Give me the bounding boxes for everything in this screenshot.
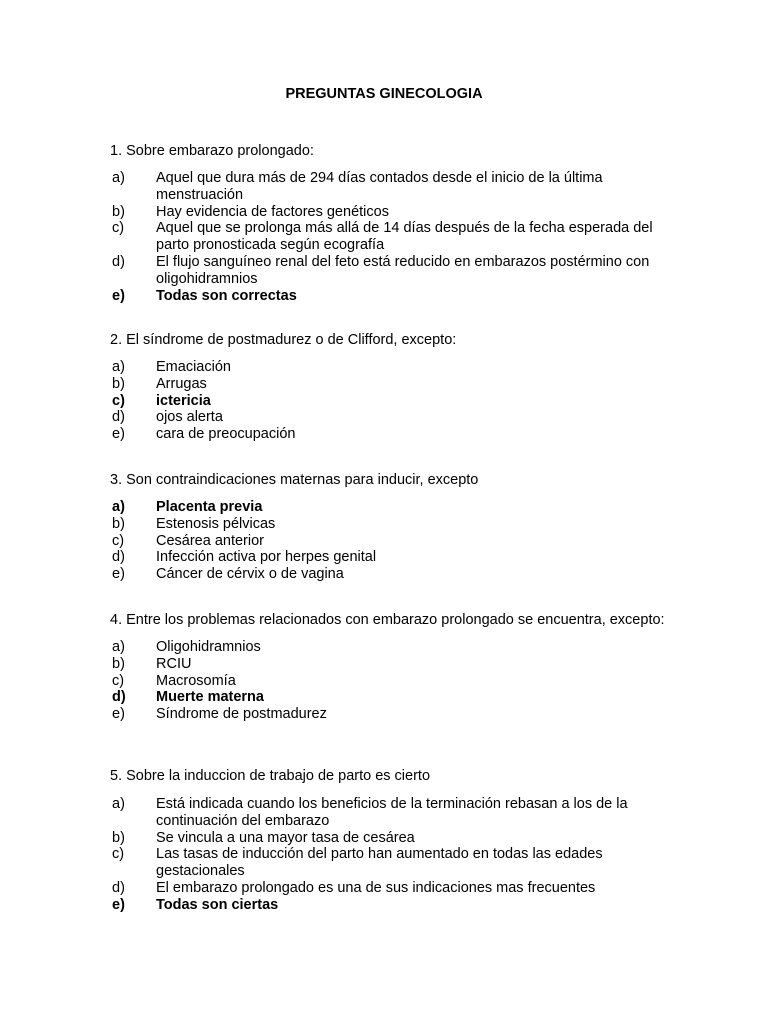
- option-c: [110, 533, 670, 550]
- option-d: [110, 880, 670, 897]
- option-letter: d): [112, 549, 125, 566]
- option-text: Todas son correctas: [156, 287, 297, 304]
- option-text: Se vincula a una mayor tasa de cesárea: [156, 829, 415, 846]
- option-letter: a): [112, 359, 125, 375]
- question-4: [110, 611, 670, 723]
- option-letter: d): [112, 879, 125, 896]
- option-b: [110, 376, 670, 393]
- question-text: 1. Sobre embarazo prolongado:: [110, 143, 314, 159]
- option-e-correct: [110, 897, 670, 914]
- option-b: [110, 516, 670, 533]
- option-letter: e): [112, 426, 125, 443]
- option-text: Aquel que se prolonga más allá de 14 días después de la fecha esperada del parto pronosticada según ecografía: [156, 220, 653, 254]
- option-text: Las tasas de inducción del parto han aumentado en todas las edades gestacionales: [156, 846, 603, 880]
- option-letter: b): [112, 515, 125, 532]
- option-text: ictericia: [156, 392, 211, 409]
- option-letter: c): [112, 532, 125, 549]
- option-text: Cáncer de cérvix o de vagina: [156, 566, 344, 583]
- option-text: ojos alerta: [156, 409, 223, 426]
- option-c-correct: [110, 393, 670, 410]
- option-list: [110, 359, 670, 443]
- option-e-correct: [110, 288, 670, 305]
- option-list: [110, 639, 670, 723]
- question-1: [110, 142, 670, 304]
- option-d: [110, 409, 670, 426]
- option-letter: a): [112, 639, 125, 655]
- option-text: Muerte materna: [156, 689, 264, 706]
- option-letter: c): [112, 846, 125, 863]
- option-d-correct: [110, 689, 670, 706]
- question-text: 4. Entre los problemas relacionados con embarazo prolongado se encuentra, excepto:: [110, 612, 665, 628]
- question-3: [110, 471, 670, 583]
- option-list: [110, 499, 670, 583]
- option-letter: d): [112, 409, 125, 426]
- option-text: Todas son ciertas: [156, 896, 279, 913]
- option-d: [110, 549, 670, 566]
- option-c: [110, 846, 670, 880]
- option-letter: d): [112, 253, 125, 270]
- option-text: Cesárea anterior: [156, 532, 264, 549]
- option-list: [110, 170, 670, 304]
- option-e: [110, 426, 670, 443]
- option-letter: e): [112, 706, 125, 723]
- option-a-correct: [110, 499, 670, 516]
- option-text: El flujo sanguíneo renal del feto está reducido en embarazos postérmino con oligohidramnios: [156, 253, 650, 287]
- question-5: [110, 767, 670, 914]
- option-letter: e): [112, 566, 125, 583]
- option-e: [110, 566, 670, 583]
- option-letter: a): [112, 499, 125, 515]
- option-letter: c): [112, 220, 125, 237]
- option-letter: b): [112, 375, 125, 392]
- option-b: [110, 204, 670, 221]
- option-b: [110, 830, 670, 847]
- option-text: Macrosomía: [156, 672, 236, 689]
- option-c: [110, 673, 670, 690]
- option-text: Síndrome de postmadurez: [156, 706, 327, 723]
- option-text: El embarazo prolongado es una de sus indicaciones mas frecuentes: [156, 879, 596, 896]
- option-letter: e): [112, 896, 125, 913]
- option-letter: c): [112, 672, 125, 689]
- option-letter: a): [112, 170, 125, 186]
- option-text: Placenta previa: [156, 499, 263, 515]
- option-letter: a): [112, 796, 125, 812]
- option-a: [110, 359, 670, 376]
- option-letter: b): [112, 655, 125, 672]
- option-text: Está indicada cuando los beneficios de la terminación rebasan a los de la continuación del embarazo: [156, 796, 628, 829]
- document-title: PREGUNTAS GINECOLOGIA: [285, 86, 483, 102]
- option-text: cara de preocupación: [156, 426, 296, 443]
- option-d: [110, 254, 670, 288]
- option-letter: b): [112, 829, 125, 846]
- option-letter: b): [112, 203, 125, 220]
- option-letter: e): [112, 287, 125, 304]
- option-text: Emaciación: [156, 359, 231, 375]
- option-e: [110, 706, 670, 723]
- question-2: [110, 331, 670, 443]
- option-letter: c): [112, 392, 125, 409]
- option-text: RCIU: [156, 655, 192, 672]
- option-text: Oligohidramnios: [156, 639, 261, 655]
- question-text: 3. Son contraindicaciones maternas para inducir, excepto: [110, 472, 479, 488]
- question-text: 5. Sobre la induccion de trabajo de parto es cierto: [110, 768, 431, 784]
- option-a: [110, 796, 670, 830]
- option-b: [110, 656, 670, 673]
- option-text: Infección activa por herpes genital: [156, 549, 377, 566]
- option-list: [110, 796, 670, 914]
- option-text: Estenosis pélvicas: [156, 515, 276, 532]
- question-text: 2. El síndrome de postmadurez o de Clifford, excepto:: [110, 332, 457, 348]
- option-text: Aquel que dura más de 294 días contados desde el inicio de la última menstruación: [156, 170, 603, 203]
- option-a: [110, 170, 670, 204]
- option-text: Arrugas: [156, 375, 207, 392]
- option-a: [110, 639, 670, 656]
- option-letter: d): [112, 689, 126, 706]
- option-c: [110, 220, 670, 254]
- option-text: Hay evidencia de factores genéticos: [156, 203, 389, 220]
